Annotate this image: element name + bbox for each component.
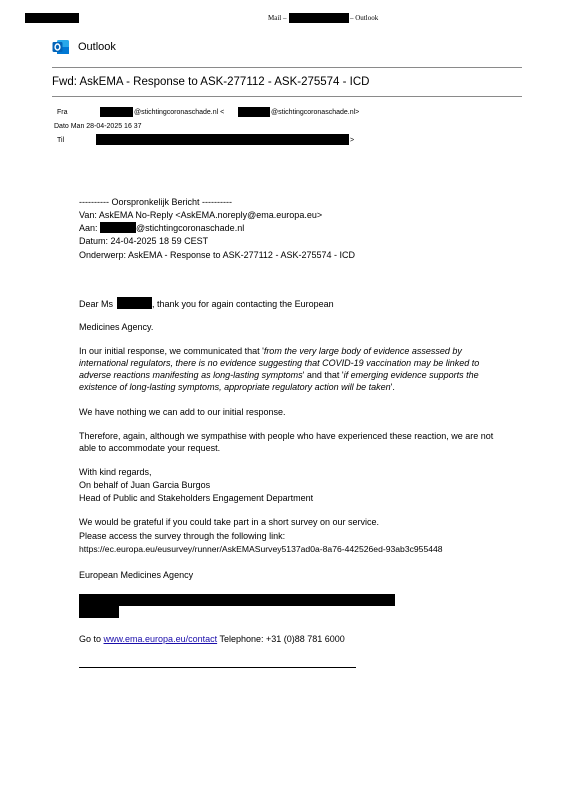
date-line: Dato Man 28-04-2025 16 37 [54, 123, 142, 130]
redacted-block [117, 297, 152, 309]
p1-quote-2: if emerging evidence supports the existence of long-lasting symptoms, appropriate regulatory action will be taken [79, 370, 479, 392]
redacted-block [79, 594, 395, 606]
to-end: > [350, 137, 355, 144]
redacted-block [100, 222, 136, 233]
forward-from: Van: AskEMA No-Reply <AskEMA.noreply@ema.europa.eu> [79, 210, 323, 220]
paragraph-not-able: Therefore, again, although we sympathise with people who have experienced these reaction, we are not able to accommodate your request. [79, 431, 494, 453]
paragraph-initial-response [79, 345, 499, 393]
greeting-suffix: , thank you for again contacting the European [152, 299, 334, 309]
from-domain-1: @stichtingcoronaschade.nl < [134, 109, 225, 116]
outlook-logo-icon [52, 38, 70, 56]
forward-date: Datum: 24-04-2025 18 59 CEST [79, 236, 209, 246]
forward-separator: ---------- Oorspronkelijk Bericht ---------- [79, 197, 232, 207]
from-label: Fra [57, 109, 68, 116]
redacted-block [79, 606, 119, 618]
agency-name: European Medicines Agency [79, 570, 194, 580]
contact-line [79, 633, 345, 645]
survey-url[interactable]: https://ec.europa.eu/eusurvey/runner/AskEMASurvey5137ad0a-8a76-442526ed-93ab3c955448 [79, 544, 443, 554]
forward-to-domain: @stichtingcoronaschade.nl [136, 223, 245, 233]
from-domain-2: @stichtingcoronaschade.nl> [271, 109, 360, 116]
app-name: Outlook [78, 41, 116, 53]
contact-phone: Telephone: +31 (0)88 781 6000 [219, 634, 345, 644]
redacted-block [100, 107, 133, 117]
redacted-block [238, 107, 270, 117]
regards-line-1: With kind regards, [79, 467, 152, 477]
divider [52, 96, 522, 97]
redacted-block [96, 134, 349, 145]
footer-divider [79, 667, 356, 668]
regards-line-3: Head of Public and Stakeholders Engagement Department [79, 493, 314, 503]
regards-line-2: On behalf of Juan Garcia Burgos [79, 480, 211, 490]
contact-prefix: Go to [79, 634, 102, 644]
divider [52, 67, 522, 68]
survey-line-2: Please access the survey through the following link: [79, 531, 286, 541]
greeting-line-2: Medicines Agency. [79, 322, 154, 332]
email-subject: Fwd: AskEMA - Response to ASK-277112 - ASK-275574 - ICD [52, 76, 370, 88]
print-header-outlook: – Outlook [350, 14, 379, 22]
redacted-block [25, 13, 79, 23]
greeting-prefix: Dear Ms [79, 299, 114, 309]
p1-text-e: '. [390, 382, 395, 392]
forward-to-label: Aan: [79, 223, 98, 233]
p1-quote-1: from the very large body of evidence assessed by international regulators, there is no evidence suggesting that COVID-19 vaccination may be linked to adverse reactions manifesting as long-lasting symptoms [79, 346, 480, 380]
print-header-mail: Mail – [268, 14, 287, 22]
p1-text-c: ' and that ' [302, 370, 344, 380]
forward-subject: Onderwerp: AskEMA - Response to ASK-277112 - ASK-275574 - ICD [79, 250, 355, 260]
to-label: Til [57, 137, 65, 144]
p1-text-a: In our initial response, we communicated that ' [79, 346, 264, 356]
redacted-block [289, 13, 349, 23]
contact-link[interactable]: www.ema.europa.eu/contact [103, 634, 218, 644]
paragraph-nothing-to-add: We have nothing we can add to our initial response. [79, 407, 286, 417]
survey-line-1: We would be grateful if you could take part in a short survey on our service. [79, 517, 379, 527]
